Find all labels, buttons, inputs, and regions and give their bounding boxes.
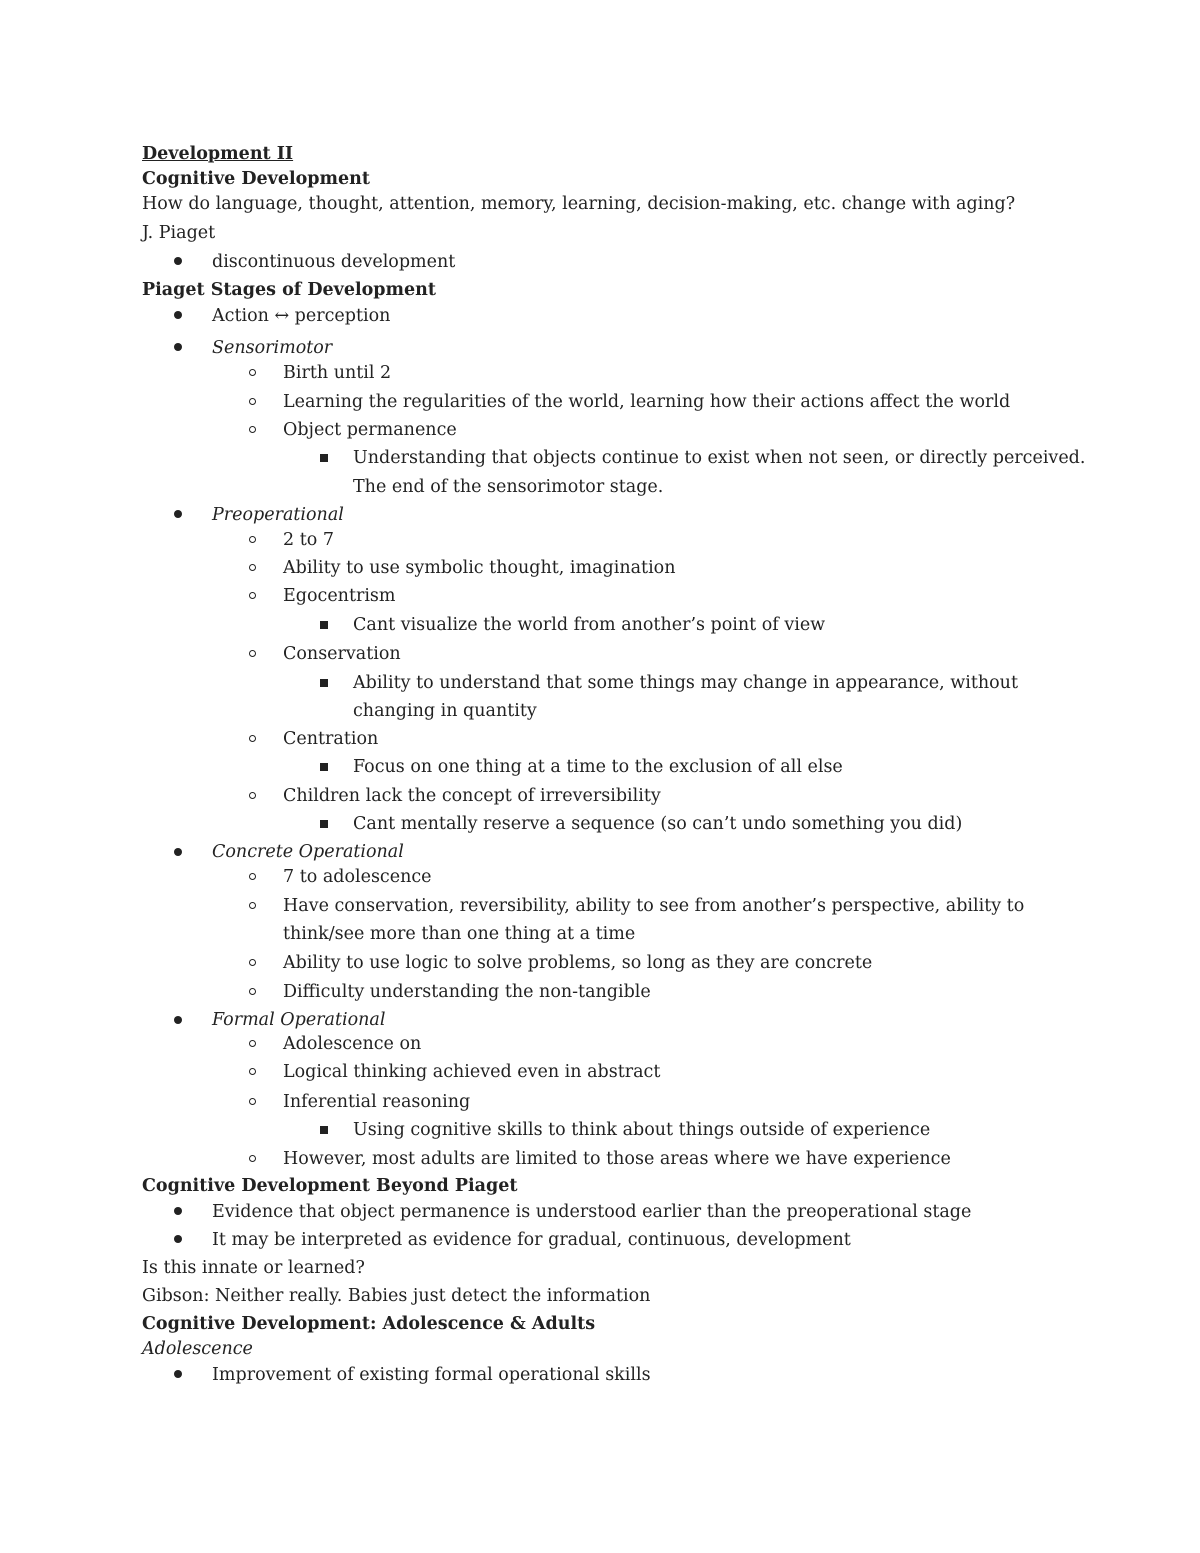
bullet-circle-icon [249,592,256,599]
bullet-disc-icon [174,1016,182,1024]
bullet-circle-icon [249,1068,256,1075]
heading-piaget-stages: Piaget Stages of Development [142,280,436,300]
bullet-square-icon [320,454,328,462]
bullet-circle-icon [249,564,256,571]
bullet-square-icon [320,679,328,687]
bullet-square-icon [320,763,328,771]
list-item: Object permanence [283,420,457,440]
bullet-circle-icon [249,792,256,799]
list-item: It may be interpreted as evidence for gradual, continuous, development [212,1230,851,1250]
list-item: Focus on one thing at a time to the exclusion of all else [353,757,843,777]
document-title: Development II [142,144,294,164]
bullet-circle-icon [249,1098,256,1105]
bullet-circle-icon [249,959,256,966]
heading-beyond-piaget: Cognitive Development Beyond Piaget [142,1176,518,1196]
list-item: Centration [283,729,379,749]
list-item-continuation: The end of the sensorimotor stage. [353,477,664,497]
bullet-square-icon [320,1126,328,1134]
list-item: Learning the regularities of the world, learning how their actions affect the world [283,392,1011,412]
stage-formal-operational: Formal Operational [212,1010,386,1030]
list-item: Ability to use symbolic thought, imagination [283,558,676,578]
list-item: Difficulty understanding the non-tangible [283,982,651,1002]
list-item: Have conservation, reversibility, ability to see from another’s perspective, ability to [283,896,1025,916]
list-item: Birth until 2 [283,363,392,383]
bullet-circle-icon [249,369,256,376]
bullet-circle-icon [249,398,256,405]
bullet-square-icon [320,820,328,828]
list-item-continuation: changing in quantity [353,701,537,721]
list-item-continuation: think/see more than one thing at a time [283,924,636,944]
bullet-circle-icon [249,536,256,543]
bullet-disc-icon [174,848,182,856]
list-item: Action ↔ perception [212,306,391,326]
list-item: Cant mentally reserve a sequence (so can’t undo something you did) [353,814,963,834]
list-item: Adolescence on [283,1034,422,1054]
bullet-disc-icon [174,510,182,518]
bullet-disc-icon [174,1370,182,1378]
bullet-circle-icon [249,873,256,880]
subheading-adolescence: Adolescence [142,1339,253,1359]
stage-concrete-operational: Concrete Operational [212,842,404,862]
bullet-disc-icon [174,257,182,265]
intro-question: How do language, thought, attention, memory, learning, decision-making, etc. change with aging? [142,194,1016,214]
list-item: Ability to use logic to solve problems, so long as they are concrete [283,953,873,973]
bullet-circle-icon [249,1155,256,1162]
stage-preoperational: Preoperational [212,505,344,525]
bullet-circle-icon [249,988,256,995]
list-item: Using cognitive skills to think about things outside of experience [353,1120,931,1140]
piaget-name: J. Piaget [142,223,216,243]
bullet-disc-icon [174,1207,182,1215]
list-item: Children lack the concept of irreversibility [283,786,661,806]
list-item: However, most adults are limited to those areas where we have experience [283,1149,951,1169]
bullet-circle-icon [249,426,256,433]
stage-sensorimotor: Sensorimotor [212,338,333,358]
bullet-circle-icon [249,735,256,742]
bullet-circle-icon [249,650,256,657]
list-item: Egocentrism [283,586,396,606]
list-item: Conservation [283,644,401,664]
list-item: Improvement of existing formal operational skills [212,1365,651,1385]
list-item: Understanding that objects continue to exist when not seen, or directly perceived. [353,448,1086,468]
bullet-circle-icon [249,1040,256,1047]
list-item: discontinuous development [212,252,456,272]
heading-adolescence-adults: Cognitive Development: Adolescence & Adults [142,1314,596,1334]
innate-question: Is this innate or learned? [142,1258,365,1278]
heading-cognitive-development: Cognitive Development [142,169,370,189]
bullet-circle-icon [249,902,256,909]
list-item: 7 to adolescence [283,867,432,887]
gibson-note: Gibson: Neither really. Babies just detect the information [142,1286,651,1306]
list-item: Inferential reasoning [283,1092,471,1112]
bullet-disc-icon [174,311,182,319]
bullet-disc-icon [174,343,182,351]
bullet-square-icon [320,621,328,629]
list-item: 2 to 7 [283,530,334,550]
bullet-disc-icon [174,1235,182,1243]
list-item: Evidence that object permanence is understood earlier than the preoperational stage [212,1202,972,1222]
list-item: Logical thinking achieved even in abstract [283,1062,661,1082]
list-item: Cant visualize the world from another’s point of view [353,615,826,635]
list-item: Ability to understand that some things may change in appearance, without [353,673,1018,693]
